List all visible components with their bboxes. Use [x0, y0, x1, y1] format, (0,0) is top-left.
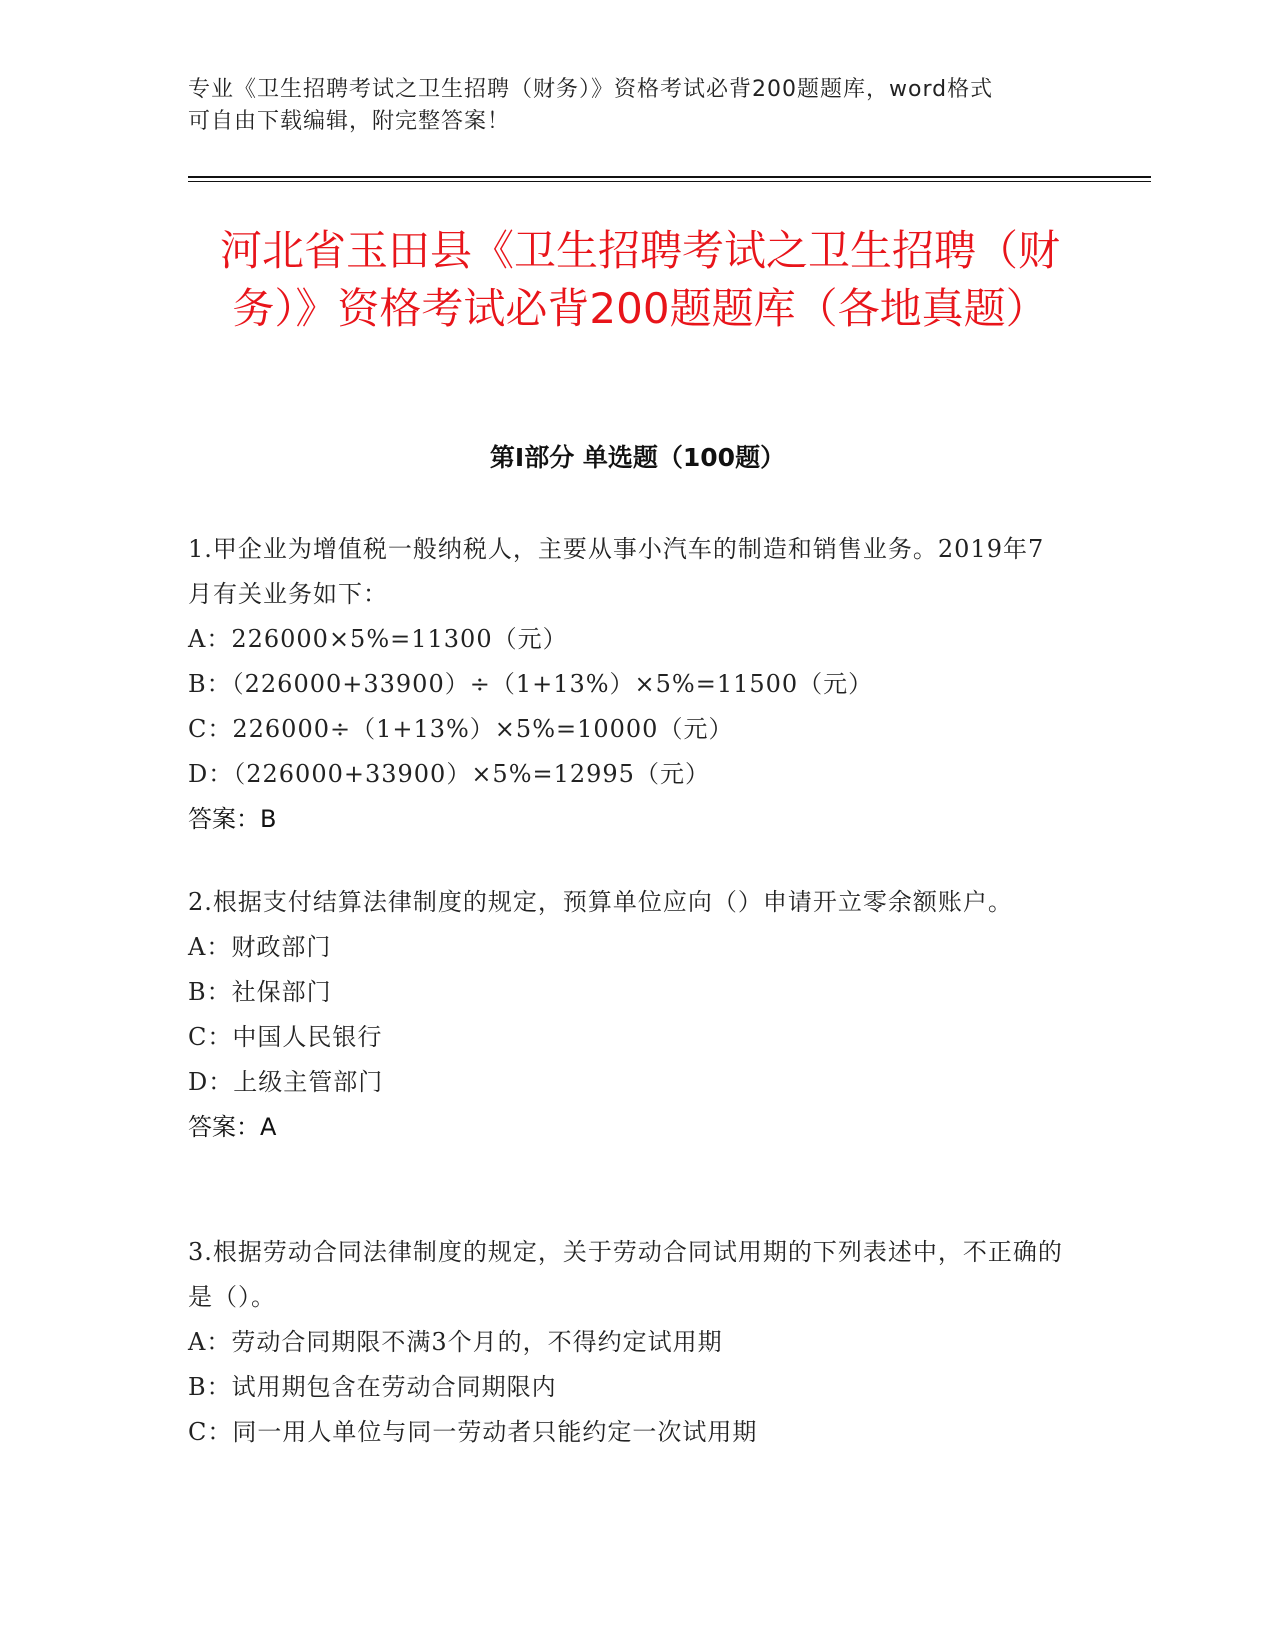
option-c: C：同一用人单位与同一劳动者只能约定一次试用期	[188, 1418, 758, 1446]
section-title: 第Ⅰ部分 单选题（100题）	[489, 443, 786, 472]
question-stem: 1.甲企业为增值税一般纳税人，主要从事小汽车的制造和销售业务。2019年7月有关业务如下：	[188, 535, 1045, 608]
question-3	[188, 1230, 1068, 1455]
question-stem: 2.根据支付结算法律制度的规定，预算单位应向（）申请开立零余额账户。	[188, 888, 1013, 916]
question-stem: 3.根据劳动合同法律制度的规定，关于劳动合同试用期的下列表述中，不正确的是（）。	[188, 1238, 1063, 1311]
option-d: D：上级主管部门	[188, 1068, 384, 1096]
question-2	[188, 880, 1068, 1150]
option-b: B：试用期包含在劳动合同期限内	[188, 1373, 557, 1401]
option-a: A：财政部门	[188, 933, 332, 961]
header-note-line-2: 可自由下载编辑，附完整答案！	[188, 109, 511, 134]
option-b: B：（226000+33900）÷（1+13%）×5%=11500（元）	[188, 670, 874, 698]
option-b: B：社保部门	[188, 978, 332, 1006]
option-c: C：226000÷（1+13%）×5%=10000（元）	[188, 715, 734, 743]
header-note	[188, 74, 1088, 138]
answer: 答案：B	[188, 805, 277, 833]
option-c: C：中国人民银行	[188, 1023, 383, 1051]
header-note-line-1: 专业《卫生招聘考试之卫生招聘（财务）》资格考试必背200题题库，word格式	[188, 77, 994, 102]
header-divider-thick	[188, 176, 1151, 178]
document-title: 河北省玉田县《卫生招聘考试之卫生招聘（财务）》资格考试必背200题题库（各地真题）	[219, 226, 1060, 333]
answer: 答案：A	[188, 1113, 277, 1141]
option-d: D：（226000+33900）×5%=12995（元）	[188, 760, 710, 788]
option-a: A：劳动合同期限不满3个月的，不得约定试用期	[188, 1328, 723, 1356]
option-a: A：226000×5%=11300（元）	[188, 625, 568, 653]
question-1	[188, 527, 1068, 842]
header-divider-thin	[188, 181, 1151, 182]
